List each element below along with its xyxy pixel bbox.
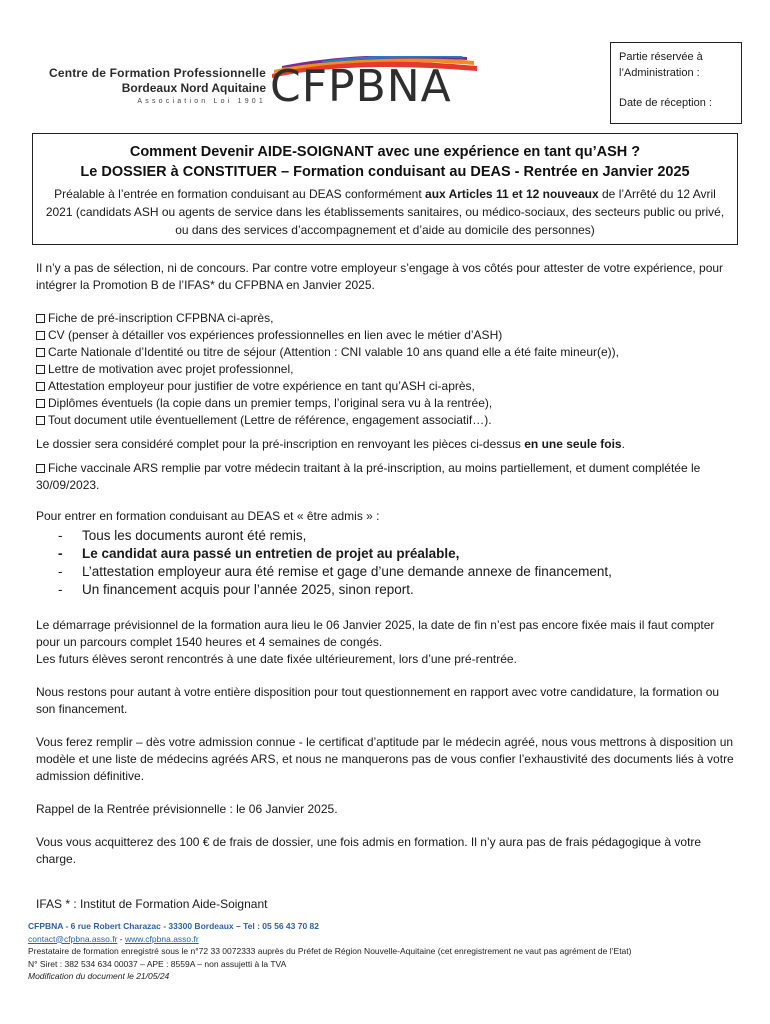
checkbox-icon [36, 314, 45, 323]
document-checklist [36, 310, 736, 429]
page-header [0, 0, 770, 130]
org-name-line2: Bordeaux Nord Aquitaine [121, 81, 266, 95]
organization-name [44, 66, 266, 108]
footer-address: CFPBNA - 6 rue Robert Charazac - 33300 Bordeaux – Tel : 05 56 43 70 82 [28, 921, 320, 931]
medical-certificate-paragraph: Vous ferez remplir – dès votre admission connue - le certificat d’aptitude par le médecin agréé, nous vous mettrons à disposition un modèle et une liste de médecins agréés ARS, et nous ne manquerons pas de vous confier l’exhaustivité des documents liés à votre admission définitive. [36, 735, 734, 783]
org-name-line3: Association Loi 1901 [137, 98, 266, 105]
admission-intro: Pour entrer en formation conduisant au DEAS et « être admis » : [36, 509, 380, 523]
checklist-item: Tout document utile éventuellement (Lettre de référence, engagement associatif…). [36, 412, 736, 429]
articles-reference: aux Articles 11 et 12 nouveaux [425, 187, 599, 201]
checkbox-icon [36, 331, 45, 340]
admin-reception-date: Date de réception : [619, 97, 712, 109]
fees-paragraph: Vous vous acquitterez des 100 € de frais de dossier, une fois admis en formation. Il n’y aura pas de frais pédagogique à votre charge. [36, 835, 702, 866]
admin-label-2: l’Administration : [619, 67, 700, 79]
condition-item: - Tous les documents auront été remis, [58, 528, 307, 543]
checkbox-icon [36, 348, 45, 357]
condition-item: - L’attestation employeur aura été remise et gage d’une demande annexe de financement, [58, 564, 612, 579]
footer-modification-date: Modification du document le 21/05/24 [28, 971, 170, 981]
page-footer [28, 920, 748, 983]
condition-item: - Un financement acquis pour l’année 2025, sinon report. [58, 582, 414, 597]
cfpbna-logo [262, 56, 482, 116]
start-date-paragraph: Le démarrage prévisionnel de la formation aura lieu le 06 Janvier 2025, la date de fin n’est pas encore fixée mais il faut compter pour un parcours complet 1540 heures et 4 semaines de congés. [36, 618, 715, 649]
website-link[interactable]: www.cfpbna.asso.fr [125, 933, 199, 944]
title-box [32, 133, 738, 245]
checklist-item: Lettre de motivation avec projet professionnel, [36, 361, 736, 378]
administration-box [610, 42, 742, 124]
condition-item: - Le candidat aura passé un entretien de projet au préalable, [58, 546, 460, 561]
checklist-item: Fiche de pré-inscription CFPBNA ci-après, [36, 310, 736, 327]
org-name-line1: Centre de Formation Professionnelle [48, 66, 266, 80]
checkbox-icon [36, 382, 45, 391]
admin-label-1: Partie réservée à [619, 51, 703, 63]
checkbox-icon [36, 416, 45, 425]
document-body [36, 260, 736, 913]
footer-siret: N° Siret : 382 534 634 00037 – APE : 8559A – non assujetti à la TVA [28, 958, 287, 969]
document-subtitle: Le DOSSIER à CONSTITUER – Formation conduisant au DEAS - Rentrée en Janvier 2025 [80, 164, 690, 180]
complete-file-paragraph: Le dossier sera considéré complet pour la pré-inscription en renvoyant les pièces ci-dessus en une seule fois. [36, 437, 625, 451]
availability-paragraph: Nous restons pour autant à votre entière disposition pour tout questionnement en rapport avec votre candidature, la formation ou son financement. [36, 685, 720, 716]
intro-paragraph: Il n’y a pas de sélection, ni de concours. Par contre votre employeur s’engage à vos côtés pour attester de votre expérience, pour intégrer la Promotion B de l’IFAS* du CFPBNA en Janvier 2025. [36, 261, 724, 292]
email-link[interactable]: contact@cfpbna.asso.fr [28, 933, 118, 944]
pre-rentree-paragraph: Les futurs élèves seront rencontrés à une date fixée ultérieurement, lors d’une pré-rentrée. [36, 652, 517, 666]
logo-text: CFPBNA [270, 61, 452, 112]
footer-contacts: contact@cfpbna.asso.fr - www.cfpbna.asso.fr [28, 933, 199, 944]
document-title: Comment Devenir AIDE-SOIGNANT avec une expérience en tant qu’ASH ? [129, 144, 641, 160]
checkbox-icon [36, 399, 45, 408]
checklist-item: Diplômes éventuels (la copie dans un premier temps, l’original sera vu à la rentrée), [36, 395, 736, 412]
admission-conditions [36, 527, 736, 599]
checklist-item: Attestation employeur pour justifier de votre expérience en tant qu’ASH ci-après, [36, 378, 736, 395]
footer-registration: Prestataire de formation enregistré sous le n°72 33 0072333 auprès du Préfet de Région Nouvelle-Aquitaine (cet enregistrement ne vaut pas agrément de l’Etat) [28, 946, 632, 956]
checklist-item: Carte Nationale d’Identité ou titre de séjour (Attention : CNI valable 10 ans quand elle a été faite mineur(e)), [36, 344, 736, 361]
rentree-reminder: Rappel de la Rentrée prévisionnelle : le 06 Janvier 2025. [36, 802, 338, 816]
vaccination-paragraph: Fiche vaccinale ARS remplie par votre médecin traitant à la pré-inscription, au moins partiellement, et dument complétée le 30/09/2023. [36, 461, 701, 492]
title-intro: Préalable à l’entrée en formation conduisant au DEAS conformément aux Articles 11 et 12 nouveaux de l’Arrêté du 12 Avril 2021 (candidats ASH ou agents de service dans les établissements sanitaires, ou médico-sociaux, des secteurs public ou privé, ou dans des services d’accompagnement et d’aide au domicile des personnes) [45, 187, 725, 237]
checkbox-icon [36, 464, 45, 473]
ifas-definition: IFAS * : Institut de Formation Aide-Soignant [36, 897, 268, 911]
checkbox-icon [36, 365, 45, 374]
checklist-item: CV (penser à détailler vos expériences professionnelles en lien avec le métier d’ASH) [36, 327, 736, 344]
